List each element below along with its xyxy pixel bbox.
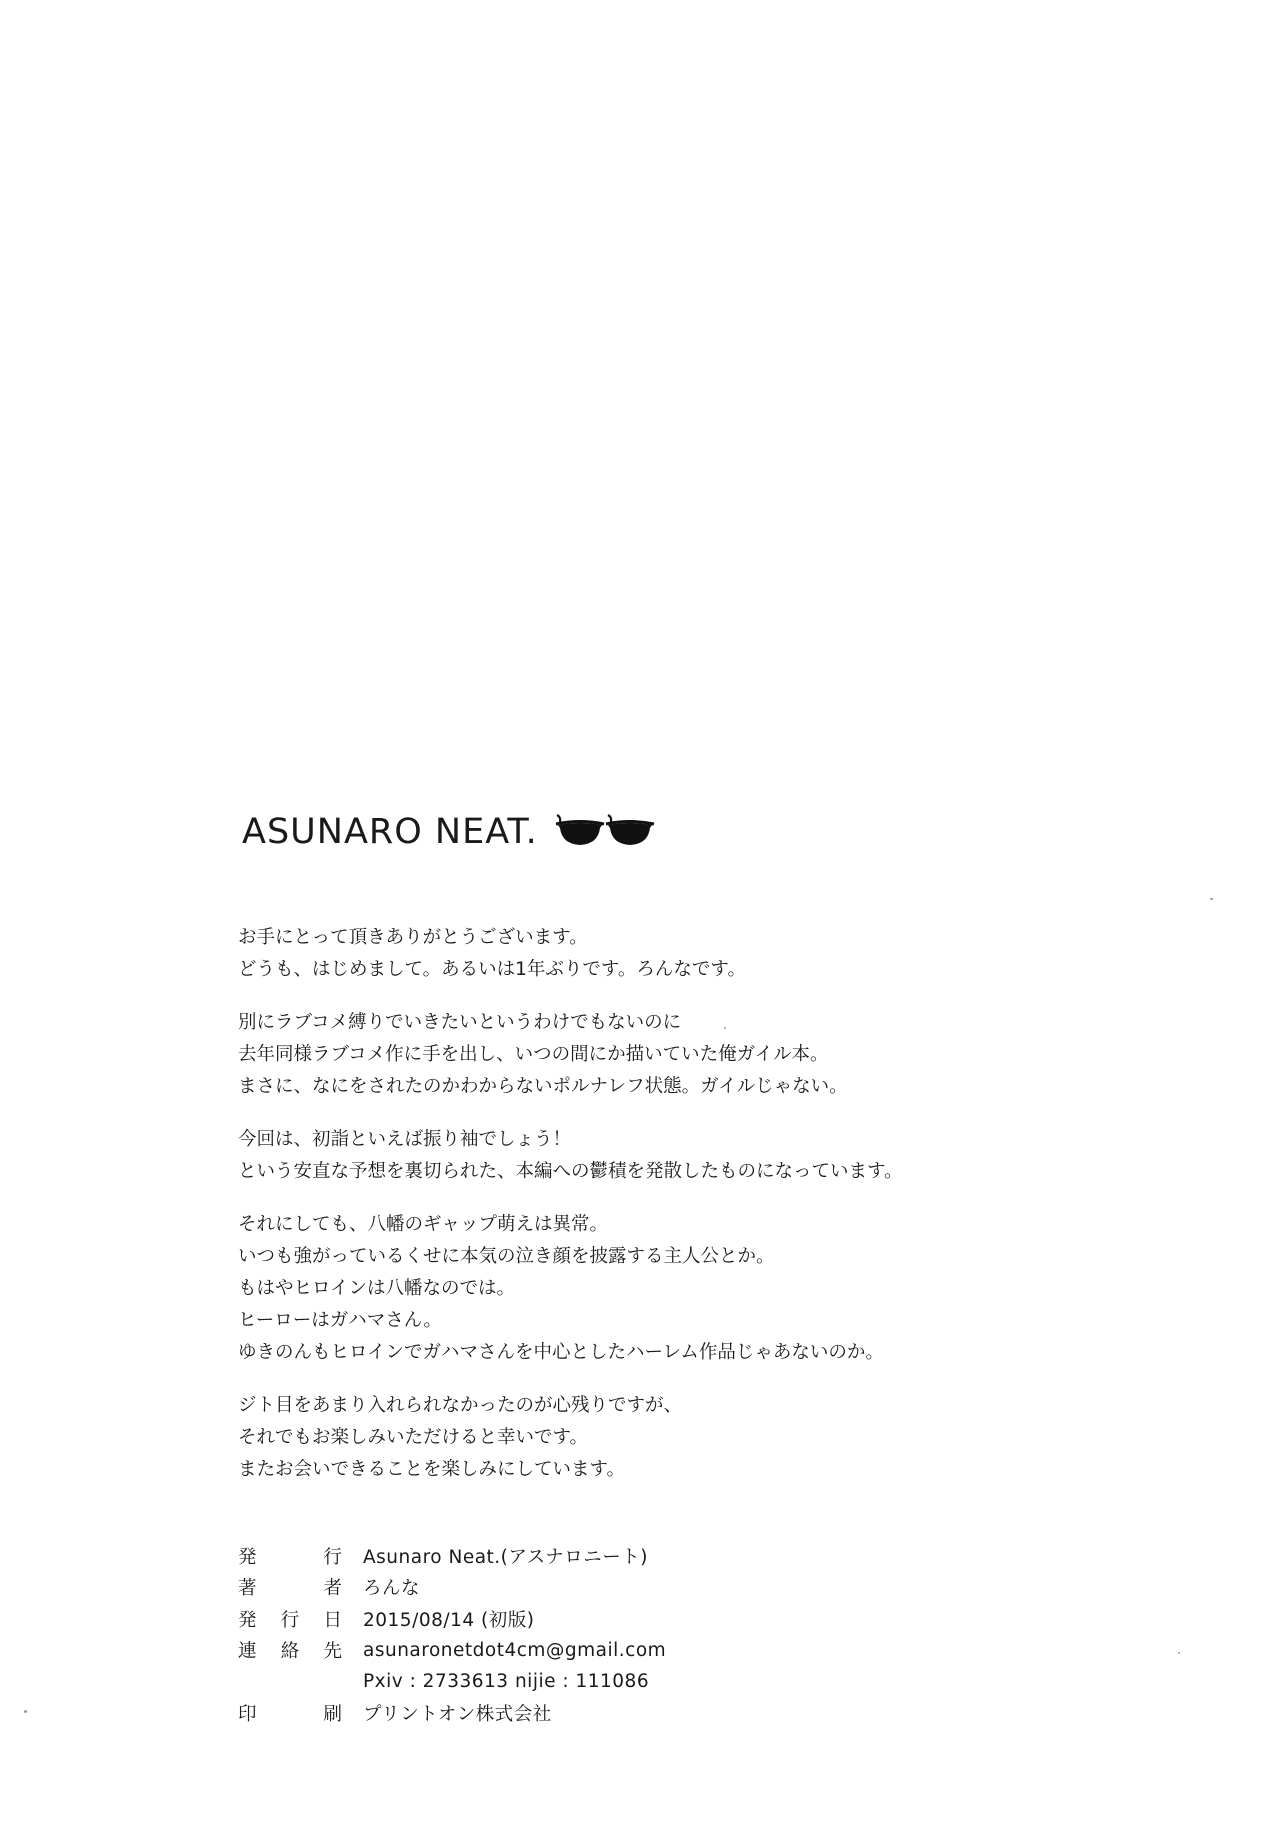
text-line: それでもお楽しみいただけると幸いです。 — [238, 1427, 589, 1448]
colophon — [238, 1540, 666, 1729]
text-line: まさに、なにをされたのかわからないポルナレフ状態。ガイルじゃない。 — [238, 1076, 848, 1097]
text-line: という安直な予想を裏切られた、本編への鬱積を発散したものになっています。 — [238, 1161, 903, 1182]
afterword-text — [238, 922, 998, 1507]
colophon-label — [238, 1606, 363, 1632]
colophon-label — [238, 1543, 363, 1569]
text-line: もはやヒロインは八幡なのでは。 — [238, 1278, 515, 1299]
colophon-row-printer — [238, 1698, 666, 1730]
jito-eyes-icon — [552, 808, 658, 856]
label-char: 発 — [238, 1609, 257, 1631]
colophon-value: 2015/08/14 (初版) — [363, 1609, 535, 1631]
label-char: 印 — [238, 1704, 257, 1726]
colophon-row-contact — [238, 1635, 666, 1667]
brand-title: ASUNARO NEAT. — [242, 812, 538, 852]
scan-speck — [24, 1710, 27, 1713]
text-line: ゆきのんもヒロインでガハマさんを中心としたハーレム作品じゃあないのか。 — [238, 1342, 884, 1363]
label-char: 行 — [280, 1609, 300, 1631]
brand-header — [242, 808, 658, 856]
colophon-value: プリントオン株式会社 — [363, 1704, 552, 1726]
paragraph — [238, 1390, 998, 1486]
colophon-label — [238, 1637, 363, 1663]
label-char: 先 — [323, 1641, 342, 1663]
text-line: いつも強がっているくせに本気の泣き顔を披露する主人公とか。 — [238, 1246, 775, 1267]
paragraph — [238, 1124, 998, 1188]
contact-email: asunaronetdot4cm@gmail.com — [363, 1639, 667, 1661]
scan-speck — [724, 1027, 726, 1029]
paragraph — [238, 1209, 998, 1369]
label-char: 行 — [323, 1546, 342, 1568]
colophon-row-publisher — [238, 1540, 666, 1572]
scan-speck — [1178, 1652, 1180, 1654]
colophon-row-author — [238, 1572, 666, 1604]
colophon-row-social — [238, 1666, 666, 1698]
text-line: 今回は、初詣といえば振り袖でしょう！ — [238, 1129, 572, 1150]
colophon-value: ろんな — [363, 1578, 421, 1600]
text-line: またお会いできることを楽しみにしています。 — [238, 1459, 626, 1480]
colophon-label — [238, 1574, 363, 1600]
text-line: 去年同様ラブコメ作に手を出し、いつの間にか描いていた俺ガイル本。 — [238, 1044, 829, 1065]
label-char: 絡 — [280, 1641, 300, 1663]
paragraph — [238, 1007, 998, 1103]
paragraph — [238, 922, 998, 986]
text-line: それにしても、八幡のギャップ萌えは異常。 — [238, 1214, 609, 1235]
label-char: 日 — [323, 1609, 342, 1631]
label-char: 発 — [238, 1546, 257, 1568]
colophon-row-date — [238, 1603, 666, 1635]
colophon-label — [238, 1700, 363, 1726]
text-line: ヒーローはガハマさん。 — [238, 1310, 442, 1331]
text-line: どうも、はじめまして。あるいは1年ぶりです。ろんなです。 — [238, 959, 746, 980]
scan-speck — [1210, 898, 1213, 900]
label-char: 連 — [238, 1641, 257, 1663]
text-line: ジト目をあまり入れられなかったのが心残りですが、 — [238, 1395, 683, 1416]
text-line: 別にラブコメ縛りでいきたいというわけでもないのに — [238, 1012, 682, 1033]
label-char: 者 — [323, 1578, 342, 1600]
text-line: お手にとって頂きありがとうございます。 — [238, 927, 588, 948]
label-char: 刷 — [323, 1704, 342, 1726]
label-char: 著 — [238, 1578, 257, 1600]
social-ids: Pxiv : 2733613 nijie : 111086 — [363, 1671, 650, 1693]
colophon-value: Asunaro Neat.(アスナロニート) — [363, 1546, 648, 1568]
